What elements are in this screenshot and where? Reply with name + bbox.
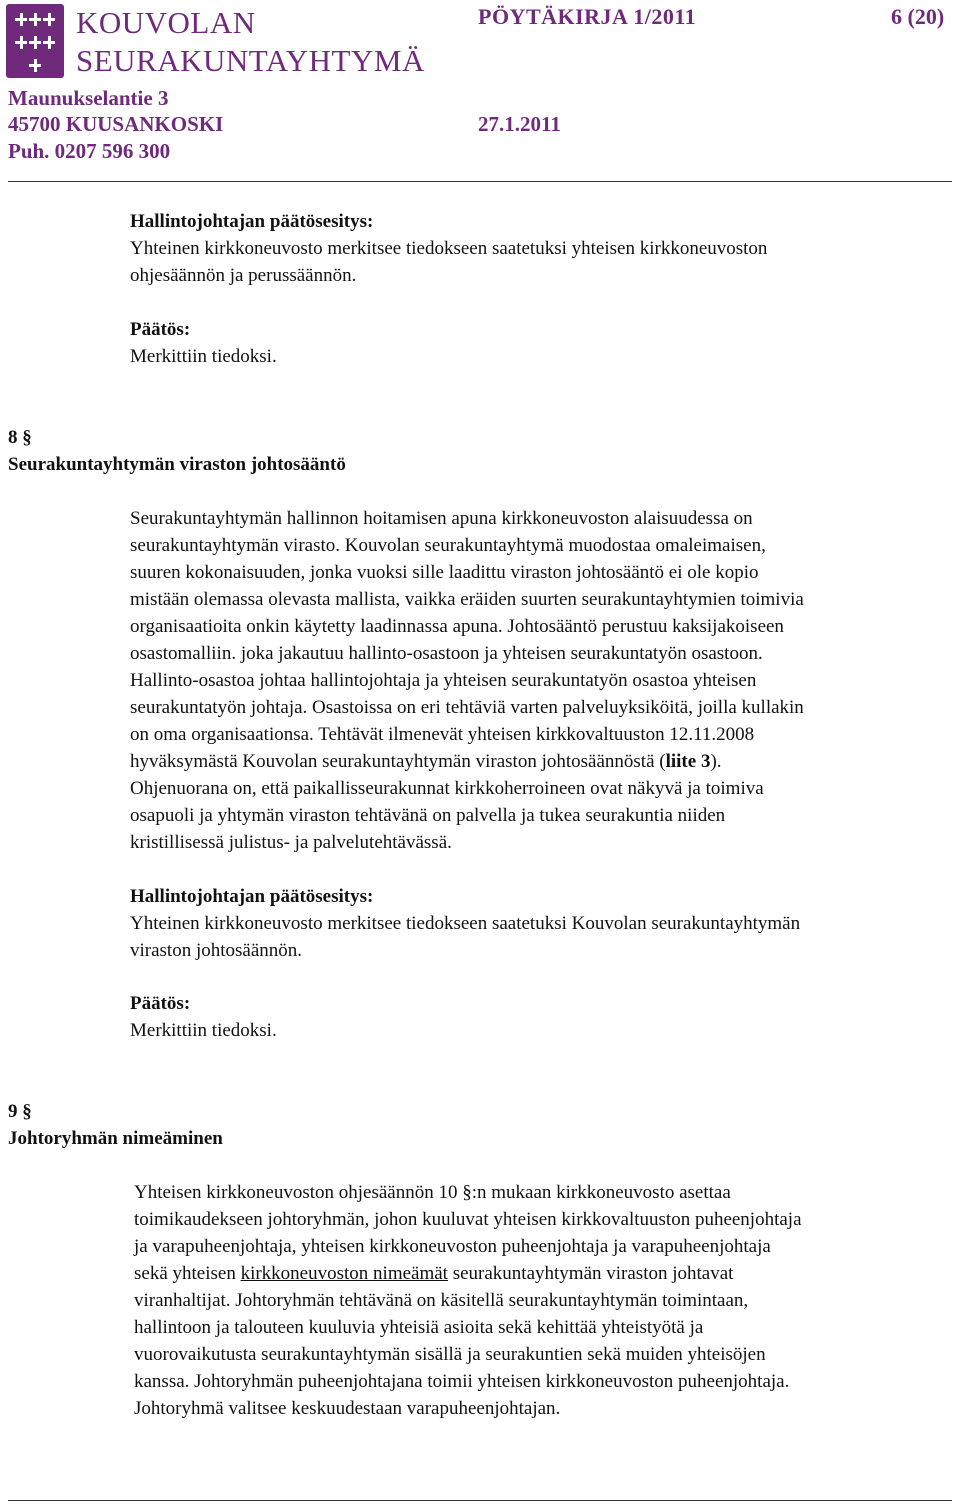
footer-divider (8, 1500, 952, 1501)
proposal-text: ohjesäännön ja perussäännön. (130, 265, 357, 286)
meeting-date: 27.1.2011 (478, 112, 561, 136)
header-divider (8, 181, 952, 182)
section-number: 9 § (8, 1101, 32, 1122)
decision-label: Päätös: (130, 319, 191, 340)
document-title: PÖYTÄKIRJA 1/2011 (478, 4, 697, 29)
phone-number: Puh. 0207 596 300 (8, 139, 171, 163)
proposal-label: Hallintojohtajan päätösesitys: (130, 211, 374, 232)
body-line: organisaatioita onkin käytetty laadinnassa apuna. Johtosääntö perustuu kaksijakoiseen (130, 616, 784, 637)
body-line: Ohjenuorana on, että paikallisseurakunnat kirkkoherroineen ovat näkyvä ja toimiva (130, 778, 764, 799)
body-text: ). (710, 751, 722, 772)
body-line: Seurakuntayhtymän hallinnon hoitamisen apuna kirkkoneuvoston alaisuudessa on (130, 508, 753, 529)
body-line-underlined (134, 1260, 733, 1287)
body-line: hallintoon ja talouteen kuuluvia yhteisiä asioita sekä kehittää yhteistyötä ja (134, 1317, 704, 1338)
body-line: kristillisessä julistus- ja palvelutehtävässä. (130, 832, 452, 853)
body-line: on oma organisaationsa. Tehtävät ilmenevät yhteisen kirkkovaltuuston 12.11.2008 (130, 724, 755, 745)
cross-logo-icon (6, 4, 64, 78)
proposal-label: Hallintojohtajan päätösesitys: (130, 886, 374, 907)
body-line: Johtoryhmä valitsee keskuudestaan varapuheenjohtajan. (134, 1398, 561, 1419)
body-text: sekä yhteisen (134, 1263, 241, 1284)
body-line: Yhteisen kirkkoneuvoston ohjesäännön 10 §:n mukaan kirkkoneuvosto asettaa (134, 1182, 731, 1203)
body-line: osastomalliin. joka jakautuu hallinto-osastoon ja yhteisen seurakuntatyön osastoon. (130, 643, 763, 664)
decision-text: Merkittiin tiedoksi. (130, 1020, 277, 1041)
body-line-appendix (130, 748, 722, 775)
body-line: Hallinto-osastoa johtaa hallintojohtaja ja yhteisen seurakuntatyön osastoa yhteisen (130, 670, 757, 691)
section-title: Seurakuntayhtymän viraston johtosääntö (8, 454, 346, 475)
appendix-reference: liite 3 (665, 751, 711, 772)
decision-label: Päätös: (130, 993, 191, 1014)
address-city: 45700 KUUSANKOSKI (8, 112, 224, 136)
page-number: 6 (20) (891, 4, 945, 29)
underlined-phrase: kirkkoneuvoston nimeämät (240, 1263, 448, 1284)
org-name-line1: KOUVOLAN (76, 5, 256, 40)
proposal-text: Yhteinen kirkkoneuvosto merkitsee tiedokseen saatetuksi Kouvolan seurakuntayhtymän (130, 913, 801, 934)
body-text: hyväksymästä Kouvolan seurakuntayhtymän viraston johtosäännöstä ( (130, 751, 666, 772)
body-line: seurakuntatyön johtaja. Osastoissa on eri tehtäviä varten palveluyksiköitä, joilla kullakin (130, 697, 804, 718)
decision-text: Merkittiin tiedoksi. (130, 346, 277, 367)
section-number: 8 § (8, 427, 32, 448)
proposal-text: viraston johtosäännön. (130, 940, 303, 961)
body-line: suuren kokonaisuuden, jonka vuoksi sille laadittu viraston johtosääntö ei ole kopio (130, 562, 759, 583)
section-title: Johtoryhmän nimeäminen (8, 1128, 223, 1149)
body-line: osapuoli ja yhtymän viraston tehtävänä on palvella ja tukea seurakuntia niiden (130, 805, 726, 826)
body-line: viranhaltijat. Johtoryhmän tehtävänä on käsitellä seurakuntayhtymän toimintaan, (134, 1290, 749, 1311)
body-line: seurakuntayhtymän virasto. Kouvolan seurakuntayhtymä muodostaa omaleimaisen, (130, 535, 766, 556)
org-name-line2: SEURAKUNTAYHTYMÄ (76, 43, 425, 78)
body-line: ja varapuheenjohtaja, yhteisen kirkkoneuvoston puheenjohtaja ja varapuheenjohtaja (134, 1236, 771, 1257)
body-text: seurakuntayhtymän viraston johtavat (447, 1263, 734, 1284)
body-line: toimikaudekseen johtoryhmän, johon kuuluvat yhteisen kirkkovaltuuston puheenjohtaja (134, 1209, 802, 1230)
proposal-text: Yhteinen kirkkoneuvosto merkitsee tiedokseen saatetuksi yhteisen kirkkoneuvoston (130, 238, 768, 259)
body-line: kanssa. Johtoryhmän puheenjohtajana toimii yhteisen kirkkoneuvoston puheenjohtaja. (134, 1371, 790, 1392)
body-line: vuorovaikutusta seurakuntayhtymän sisällä ja seurakuntien sekä muiden yhteisöjen (134, 1344, 766, 1365)
body-line: mistään olemassa olevasta mallista, vaikka eräiden suurten seurakuntayhtymien toimivia (130, 589, 804, 610)
address-street: Maunukselantie 3 (8, 86, 169, 110)
